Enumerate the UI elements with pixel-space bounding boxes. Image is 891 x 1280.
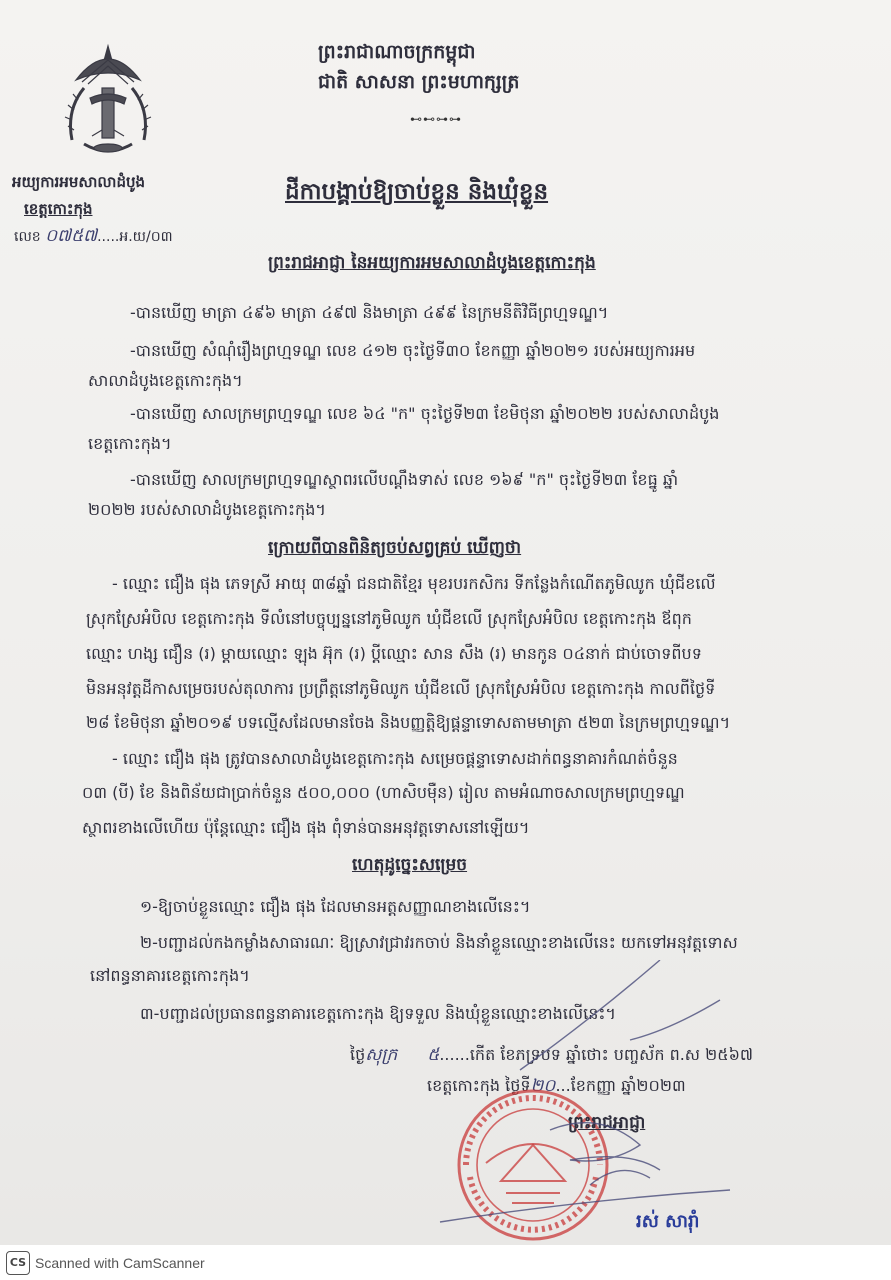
lunar-date-handwritten-day: ៥ [427, 1045, 440, 1065]
consideration-line: -បានឃើញ មាត្រា ៤៩៦ មាត្រា ៤៩៧ និងមាត្រា ៤៩៩ នៃក្រមនីតិវិធីព្រហ្មទណ្ឌ។ [130, 303, 609, 322]
signatory-title: ព្រះរាជអាជ្ញា [568, 1113, 646, 1133]
consideration-line: -បានឃើញ សាលក្រមព្រហ្មទណ្ឌ លេខ ៦៤ "ក" ចុះថ្ងៃទី២៣ ខែមិថុនា ឆ្នាំ២០២២ របស់សាលាដំបូង [130, 404, 720, 423]
consideration-line: ២០២២ របស់សាលាដំបូងខេត្តកោះកុង។ [88, 500, 326, 519]
scanner-credit: Scanned with CamScanner [35, 1254, 205, 1271]
solar-date-prefix: ខេត្តកោះកុង ថ្ងៃទី [427, 1076, 531, 1095]
order-line: នៅពន្ធនាគារខេត្តកោះកុង។ [90, 966, 250, 985]
document-title: ដីកាបង្គាប់ឱ្យចាប់ខ្លួន និងឃុំខ្លួន [285, 179, 549, 205]
finding-line: - ឈ្មោះ ជឿង ផុង ភេទស្រី អាយុ ៣៨ឆ្នាំ ជនជាតិខ្មែរ មុខរបរកសិករ ទីកន្លែងកំណើតភូមិឈូក ឃុំជីខលើ [112, 574, 716, 593]
lunar-date-text: ......កើត ខែភទ្របទ ឆ្នាំថោះ បញ្ចស័ក ព.ស ២៥៦៧ [439, 1045, 754, 1064]
order-line: ២-បញ្ជាដល់កងកម្លាំងសាធារណៈ ឱ្យស្រាវជ្រាវរកចាប់ និងនាំខ្លួនឈ្មោះខាងលើនេះ យកទៅអនុវត្តទោស [140, 933, 738, 952]
solar-date-handwritten: ២០ [530, 1076, 556, 1096]
reference-handwritten: ០៧៥៧ [45, 226, 98, 246]
order-line: ១-ឱ្យចាប់ខ្លួនឈ្មោះ ជឿង ផុង ដែលមានអត្តសញ្ញាណខាងលើនេះ។ [140, 897, 531, 916]
finding-line: ០៣ (បី) ខែ និងពិន័យជាប្រាក់ចំនួន ៥០០,០០០ (ហាសិបម៉ឺន) រៀល តាមអំណាចសាលក្រមព្រហ្មទណ្ឌ [82, 783, 685, 802]
lunar-date-handwritten: សុក្រ [365, 1045, 398, 1065]
decision-heading: ហេតុដូច្នេះសម្រេច [352, 855, 468, 875]
national-motto: ជាតិ សាសនា ព្រះមហាក្សត្រ [318, 71, 520, 93]
royal-prosecutor-heading: ព្រះរាជអាជ្ញា នៃអយ្យការអមសាលាដំបូងខេត្តកោះកុង [268, 253, 596, 273]
handwritten-signature [420, 960, 750, 1230]
reference-suffix: .....អ.យ/០៣ [97, 229, 173, 245]
camscanner-logo-icon: CS [6, 1251, 30, 1275]
office-name: អយ្យការអមសាលាដំបូង [12, 173, 146, 191]
finding-line: ស្រុកស្រែអំបិល ខេត្តកោះកុង ទីលំនៅបច្ចុប្បន្ននៅភូមិឈូក ឃុំជីខលើ ស្រុកស្រែអំបិល ខេត្តកោះកុង ឪពុក [86, 609, 692, 628]
finding-line: មិនអនុវត្តដីកាសម្រេចរបស់តុលាការ ប្រព្រឹត្តនៅភូមិឈូក ឃុំជីខលើ ស្រុកស្រែអំបិល ខេត្តកោះកុង កាលពីថ្ងៃទី [86, 679, 716, 698]
consideration-line: សាលាដំបូងខេត្តកោះកុង។ [88, 371, 243, 390]
consideration-line: ខេត្តកោះកុង។ [88, 434, 172, 453]
office-province: ខេត្តកោះកុង [24, 200, 93, 218]
solar-date-text: ...ខែកញ្ញា ឆ្នាំ២០២៣ [555, 1076, 686, 1095]
scanner-footer [0, 1245, 891, 1280]
after-review-heading: ក្រោយពីបានពិនិត្យចប់សព្វគ្រប់ ឃើញថា [268, 538, 522, 558]
finding-line: - ឈ្មោះ ជឿង ផុង ត្រូវបានសាលាដំបូងខេត្តកោះកុង សម្រេចផ្តន្ទាទោសដាក់ពន្ធនាគារកំណត់ចំនួន [112, 749, 678, 768]
consideration-line: -បានឃើញ សាលក្រមព្រហ្មទណ្ឌស្ថាពរលើបណ្តឹងទាស់ លេខ ១៦៩ "ក" ចុះថ្ងៃទី២៣ ខែធ្នូ ឆ្នាំ [130, 470, 679, 489]
royal-emblem-logo [62, 40, 154, 165]
reference-prefix: លេខ [14, 229, 41, 245]
signatory-name: រស់ សារ៉ាំ [636, 1211, 700, 1232]
finding-line: ស្ថាពរខាងលើហើយ ប៉ុន្តែឈ្មោះ ជឿង ផុង ពុំទាន់បានអនុវត្តទោសនៅឡើយ។ [82, 818, 530, 837]
lunar-date-prefix: ថ្ងៃ [350, 1045, 366, 1064]
kingdom-heading: ព្រះរាជាណាចក្រកម្ពុជា [318, 41, 476, 63]
finding-line: ២៨ ខែមិថុនា ឆ្នាំ២០១៩ បទល្មើសដែលមានចែង និងបញ្ញត្តិឱ្យផ្តន្ទាទោសតាមមាត្រា ៥២៣ នៃក្រមព្រហ្មទណ្ឌ។ [86, 713, 731, 732]
consideration-line: -បានឃើញ សំណុំរឿងព្រហ្មទណ្ឌ លេខ ៤១២ ចុះថ្ងៃទី៣០ ខែកញ្ញា ឆ្នាំ២០២១ របស់អយ្យការអម [130, 341, 696, 360]
order-line: ៣-បញ្ជាដល់ប្រធានពន្ធនាគារខេត្តកោះកុង ឱ្យទទួល និងឃុំខ្លួនឈ្មោះខាងលើនេះ។ [140, 1004, 616, 1023]
finding-line: ឈ្មោះ ហង្ស ជឿន (រ) ម្តាយឈ្មោះ ឡុង អ៊ុក (រ) ប្តីឈ្មោះ សាន សឹង (រ) មានកូន ០៤នាក់ ជាប់ចោទពីបទ [86, 644, 702, 663]
header-divider-ornament: ⊷⊷⊶⊶ [410, 112, 462, 126]
reference-number [14, 226, 173, 247]
